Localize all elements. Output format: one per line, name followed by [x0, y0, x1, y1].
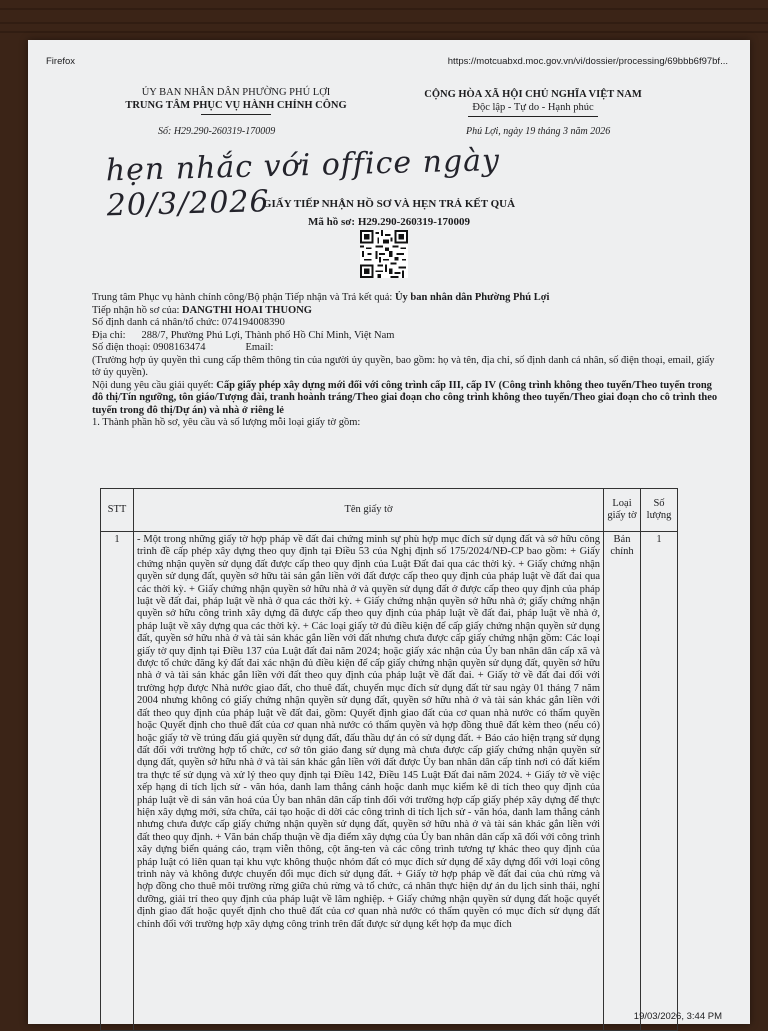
documents-table: [100, 488, 678, 1031]
col-header-name: Tên giấy tờ: [134, 489, 604, 532]
address-label: Địa chỉ:: [92, 329, 126, 341]
request-value: Cấp giấy phép xây dựng mới đối với công trình cấp III, cấp IV (Công trình không theo tuyến/Theo tuyến trong đô thị/Tín ngưỡng, tôn giáo/Tượng đài, tranh hoành tráng/Theo giai đoạn cho công trình không theo tuyến/Theo giai đoạn cho cô trình theo tuyến trong đô thị/Dự án) và nhà ở riêng lẻ: [92, 379, 718, 416]
table-row: [101, 532, 678, 1031]
address-value: 288/7, Phường Phú Lợi, Thành phố Hồ Chí Minh, Việt Nam: [141, 329, 395, 341]
issuer-underline: [201, 114, 271, 115]
applicant-line: [92, 305, 722, 318]
request-line: [92, 380, 722, 418]
document-page: [28, 40, 750, 1024]
page-url: https://motcuabxd.moc.gov.vn/vi/dossier/processing/69bbb6f97bf...: [447, 56, 728, 67]
applicant-name: DANGTHI HOAI THUONG: [182, 304, 312, 316]
row-stt: 1: [101, 532, 134, 1031]
national-motto: Độc lập - Tự do - Hạnh phúc: [472, 102, 594, 113]
place-date: Phú Lợi, ngày 19 tháng 3 năm 2026: [466, 126, 611, 137]
issuer-line-1: ỦY BAN NHÂN DÂN PHƯỜNG PHÚ LỢI: [141, 87, 331, 98]
national-header: [408, 88, 658, 117]
row-document-type: Bản chính: [604, 532, 641, 1031]
section-title: 1. Thành phần hồ sơ, yêu cầu và số lượng mỗi loại giấy tờ gồm:: [92, 417, 361, 428]
browser-name: Firefox: [46, 56, 76, 67]
issuer-header: [106, 86, 366, 115]
row-quantity: 1: [641, 532, 678, 1031]
document-number: Số: H29.290-260319-170009: [158, 126, 276, 137]
handwritten-note: hẹn nhắc với office ngày 20/3/2026: [105, 143, 501, 224]
row-document-name: - Một trong những giấy tờ hợp pháp về đất đai chứng minh sự phù hợp mục đích sử dụng đất và sở hữu công trình đề cấp phép xây dựng theo quy định tại Điều 53 của Nghị định số 175/2024/NĐ-CP bao gồm: + Giấy chứng nhận quyền sử dụng đất được cấp theo quy định của Luật Đất đai qua các thời kỳ. + Giấy chứng nhận quyền sử dụng đất, quyền sở hữu tài sản gắn liền với đất được cấp theo quy định của pháp luật về đất đai qua các thời kỳ. + Giấy chứng nhận quyền sở hữu nhà ở và quyền sử dụng đất ở được cấp theo quy định của pháp luật về đất đai, pháp luật về nhà ở qua các thời kỳ. + Giấy chứng nhận quyền sở hữu nhà ở; giấy chứng nhận quyền sở hữu công trình xây dựng đã được cấp theo quy định của pháp luật về đất đai, pháp luật về nhà ở, pháp luật về xây dựng qua các thời kỳ. + Các loại giấy tờ đủ điều kiện để cấp giấy chứng nhận quyền sử dụng đất, quyền sở hữu nhà ở và tài sản khác gắn liền với đất nhưng chưa được cấp giấy chứng nhận gồm: Các loại giấy tờ quy định tại Điều 137 của Luật đất đai năm 2024; hoặc giấy xác nhận của Ủy ban nhân dân cấp xã và được tổ chức đăng ký đất đai xác nhận đủ điều kiện để cấp giấy chứng nhận quyền sử dụng đất, quyền sở hữu nhà ở và tài sản khác gắn liền với đất theo quy định của pháp luật về đất đai. + Giấy tờ về đất đai đối với trường hợp được Nhà nước giao đất, cho thuê đất, chuyển mục đích sử dụng đất từ sau ngày 01 tháng 7 năm 2004 nhưng không có giấy chứng nhận quyền sử dụng đất, quyền sở hữu nhà ở và tài sản khác gắn liền với đất theo quy định của pháp luật về đất đai, gồm: Quyết định giao đất của cơ quan nhà nước có thẩm quyền hoặc Quyết định cho thuê đất của cơ quan nhà nước có thẩm quyền và hợp đồng thuê đất kèm theo (nếu có) hoặc giấy tờ về trúng đấu giá quyền sử dụng đất, đấu thầu dự án có sử dụng đất. + Báo cáo hiện trạng sử dụng đất đối với trường hợp tổ chức, cơ sở tôn giáo đang sử dụng mà chưa được cấp giấy chứng nhận quyền sử dụng đất, quyền sở hữu nhà ở và tài sản khác gắn liền với đất được Ủy ban nhân dân cấp tỉnh nơi có đất kiểm tra thực tế sử dụng và xử lý theo quy định tại Điều 142, Điều 145 Luật Đất đai năm 2024. + Giấy tờ về việc xếp hạng di tích lịch sử - văn hóa, danh lam thắng cảnh hoặc danh mục kiểm kê di tích theo quy định của pháp luật về di sản văn hoá của Ủy ban nhân dân cấp tỉnh đối với trường hợp cấp giấy phép xây dựng để thực hiện xây dựng mới, sửa chữa, cải tạo hoặc di dời các công trình di tích lịch sử - văn hóa, danh lam thắng cảnh nhưng chưa được cấp giấy chứng nhận quyền sử dụng đất, quyền sở hữu nhà ở và tài sản khác gắn liền với đất theo quy định. + Văn bản chấp thuận về địa điểm xây dựng của Ủy ban nhân dân cấp xã đối với công trình xây dựng biển quảng cáo, trạm viễn thông, cột ăng-ten và các công trình tương tự khác theo quy định của pháp luật có liên quan tại khu vực không thuộc nhóm đất có mục đích sử dụng để xây dựng đối với loại công trình này và không được chuyển đổi mục đích sử dụng đất. + Giấy tờ hợp pháp về đất đai của chủ rừng và hợp đồng cho thuê môi trường rừng giữa chủ rừng và tổ chức, cá nhân thực hiện dự án du lịch sinh thái, nghỉ dưỡng, giải trí theo quy định của pháp luật về lâm nghiệp. + Giấy chứng nhận quyền sử dụng đất hoặc quyết định giao đất hoặc quyết định cho thuê đất của cơ quan nhà nước có thẩm quyền có mục đích sử dụng đất chính đối với trường hợp xây dựng công trình trên đất được sử dụng kết hợp đa mục đích: [134, 532, 604, 1031]
document-title: GIẤY TIẾP NHẬN HỒ SƠ VÀ HẸN TRẢ KẾT QUẢ: [262, 198, 516, 210]
dossier-code: Mã hồ sơ: H29.290-260319-170009: [308, 216, 470, 228]
applicant-info: [92, 292, 722, 430]
table-header-row: [101, 489, 678, 532]
receiving-unit-line: [92, 292, 722, 305]
col-header-qty: Số lượng: [641, 489, 678, 532]
motto-underline: [468, 116, 598, 117]
id-number: Số định danh cá nhân/tổ chức: 074194008390: [92, 317, 285, 328]
address-line: [92, 330, 722, 343]
col-header-type: Loại giấy tờ: [604, 489, 641, 532]
contact-line: [92, 342, 722, 355]
col-header-stt: STT: [101, 489, 134, 532]
email-label: Email:: [245, 342, 274, 353]
qr-code-icon: [360, 230, 408, 278]
request-label: Nội dung yêu cầu giải quyết:: [92, 379, 214, 391]
phone-number: Số điện thoại: 0908163474: [92, 342, 206, 353]
applicant-label: Tiếp nhận hồ sơ của:: [92, 304, 180, 316]
authorization-note: (Trường hợp ủy quyền thì cung cấp thêm thông tin của người ủy quyền, bao gồm: họ và tên, địa chỉ, số định danh cá nhân, số điện thoại, email, giấy tờ ủy quyền).: [92, 354, 715, 378]
issuer-line-2: TRUNG TÂM PHỤC VỤ HÀNH CHÍNH CÔNG: [125, 100, 347, 111]
print-timestamp: 19/03/2026, 3:44 PM: [633, 1011, 722, 1022]
receiving-unit-value: Ủy ban nhân dân Phường Phú Lợi: [394, 292, 550, 303]
national-header-line-1: CỘNG HÒA XÃ HỘI CHỦ NGHĨA VIỆT NAM: [424, 89, 642, 100]
receiving-unit-label: Trung tâm Phục vụ hành chính công/Bộ phận Tiếp nhận và Trả kết quả:: [92, 292, 393, 303]
